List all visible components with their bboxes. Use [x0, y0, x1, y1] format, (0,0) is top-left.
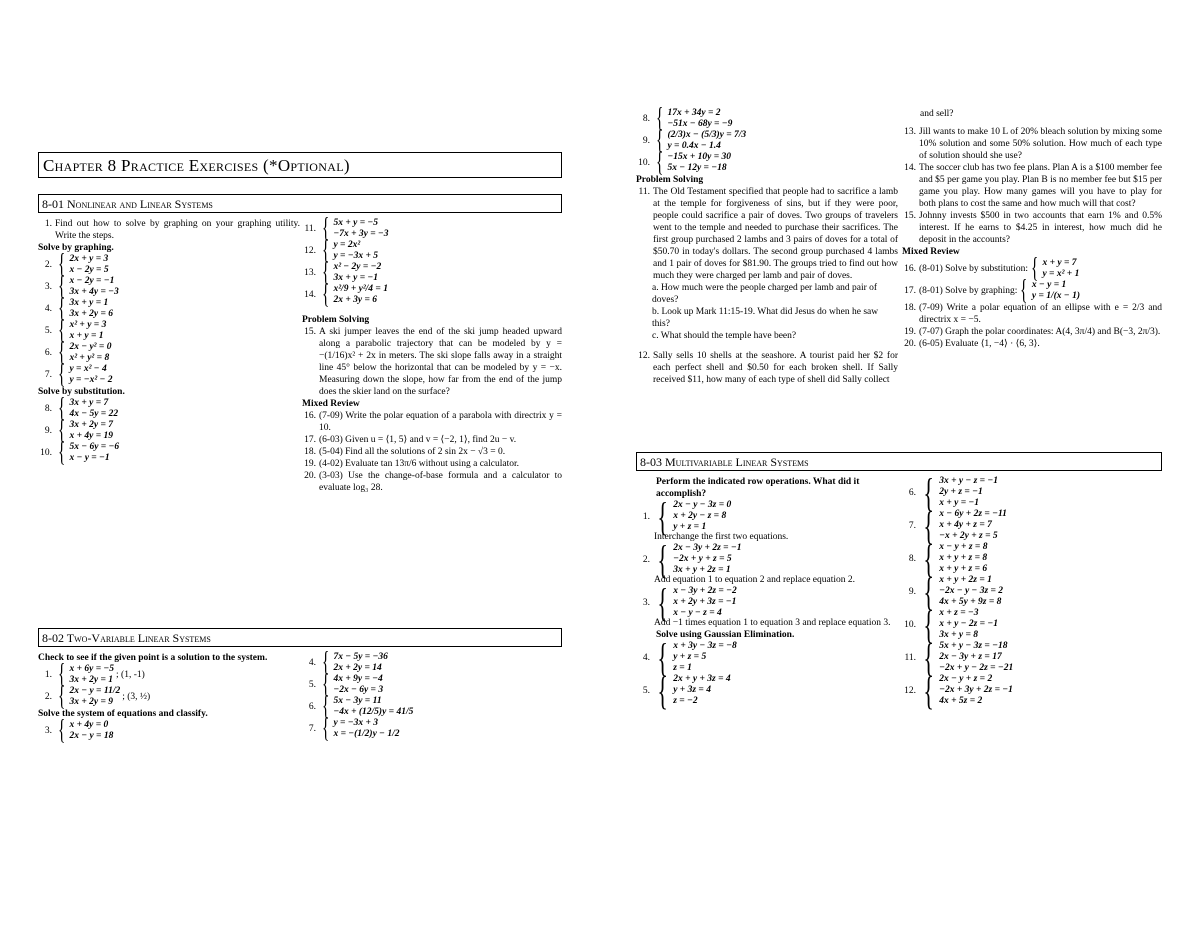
exercise-number: 3. — [44, 282, 52, 292]
equation: x + 2y + 3z = −1 — [673, 597, 737, 607]
equation: 2x + y = 3 — [69, 254, 109, 264]
equation: 3x + 2y = 9 — [69, 697, 113, 707]
brace-icon: { — [322, 647, 330, 678]
equation-system — [667, 108, 732, 130]
brace-icon: { — [58, 359, 66, 390]
equation-system — [333, 262, 381, 284]
equation: 3x + y + 2z = 1 — [673, 565, 731, 575]
equation-system — [673, 500, 731, 533]
equation: −7x + 3y = −3 — [333, 229, 389, 239]
equation-system — [69, 420, 113, 442]
equation: x − y + z = 8 — [939, 542, 988, 552]
section-title-8-02: 8-02 Two-Variable Linear Systems — [38, 628, 562, 647]
subsection-heading: Solve the system of equations and classify. — [38, 709, 208, 719]
equation: 2x − y − 3z = 0 — [673, 500, 732, 510]
exercise-11 — [302, 213, 562, 244]
mixed-review — [302, 410, 562, 494]
subsection-heading: Solve using Gaussian Elimination. — [656, 630, 795, 640]
equation: x + 2y − z = 8 — [673, 511, 727, 521]
exercise-number: 5. — [642, 685, 650, 696]
equation: x + y + 2z = 1 — [939, 575, 992, 585]
exercise-5 — [302, 669, 562, 700]
right-page-right-column — [902, 108, 1162, 350]
equation: −2x + y − 2z = −21 — [939, 663, 1014, 673]
equation: x² + y = 3 — [69, 320, 107, 330]
equation: 5x + y − 3z = −18 — [939, 641, 1008, 651]
equation: 4x + 5z = 2 — [939, 696, 983, 706]
equation: x² − 2y = −2 — [333, 262, 382, 272]
equation-system — [69, 442, 119, 464]
equation: −2x + 3y + 2z = −1 — [939, 685, 1013, 695]
equation: x²/9 + y²/4 = 1 — [333, 284, 388, 294]
equation-system — [673, 543, 741, 576]
brace-icon: { — [656, 147, 664, 178]
brace-icon: { — [58, 293, 66, 324]
equation: 5x − 3y = 11 — [333, 696, 382, 706]
equation-system — [333, 284, 388, 306]
equation: 7x − 5y = −36 — [333, 652, 388, 662]
equation: 5x + y = −5 — [333, 218, 379, 228]
exercise-number: 11. — [904, 652, 916, 663]
equation: x − y = −1 — [69, 453, 110, 463]
exercise-number: 4. — [44, 304, 52, 314]
equation: y + z = 1 — [673, 522, 707, 532]
brace-icon: { — [322, 669, 330, 700]
equation: x + y − 2z = −1 — [939, 619, 998, 629]
equation: y = x² − 4 — [69, 364, 107, 374]
exercise-number: 4. — [642, 652, 650, 663]
exercise-number: 17. — [304, 435, 316, 445]
equation-system — [333, 718, 399, 740]
brace-icon: { — [657, 579, 668, 625]
brace-icon: { — [322, 213, 330, 244]
exercise-15: 15. A ski jumper leaves the end of the ski jump headed upward along a parabolic trajectory that can be modeled by y = −(1/16)x² + 2x in meters. The ski slope falls away in a straight line 45° below the horizontal that can be modeled by y = −x. Measuring down the slope, how far from the end of the jump does the skier land on the surface? — [304, 327, 562, 397]
equation-system — [69, 686, 120, 708]
exercise-number: 19. — [304, 459, 316, 469]
equation-system — [1032, 280, 1080, 302]
exercise-13: 13. Jill wants to make 10 L of 20% bleach solution by mixing some 10% solution and some 50% solution. How much of each type of solution should she use? — [904, 127, 1162, 161]
equation-system — [667, 152, 731, 174]
equation: y = 1/(x − 1) — [1031, 291, 1080, 301]
equation: 3x + y − z = −1 — [939, 476, 998, 486]
equation: x + y + z = 8 — [939, 553, 988, 563]
exercise-19: 19. (7-07) Graph the polar coordinates: A(4, 3π/4) and B(−3, 2π/3). — [904, 327, 1161, 337]
exercise-number: 9. — [44, 426, 52, 436]
exercise-6 — [38, 337, 300, 368]
section-8-02-right-column — [302, 647, 562, 744]
exercise-6 — [302, 691, 562, 722]
equation: 3x + y = −1 — [333, 273, 379, 283]
exercise-10 — [38, 437, 300, 468]
classify-exercises — [38, 715, 300, 746]
exercise-14 — [302, 279, 562, 310]
equation: x + y = 1 — [69, 331, 104, 341]
equation-system — [673, 674, 730, 707]
system-exercises — [636, 103, 898, 178]
equation: x + y + z = 6 — [939, 564, 988, 574]
exercise-number: 7. — [908, 520, 916, 531]
equation-system — [69, 364, 112, 386]
equation: x + 4y = 0 — [69, 720, 109, 730]
exercise-17 — [302, 434, 562, 446]
point: ; (1, -1) — [116, 670, 145, 680]
exercise-4 — [302, 647, 562, 678]
brace-icon: { — [657, 634, 668, 680]
exercise-text: (7-09) Write the polar equation of a parabola with directrix y = 10. — [319, 411, 562, 433]
brace-icon: { — [923, 568, 934, 614]
exercise-number: 7. — [308, 724, 316, 734]
equation: 2x − y = 11/2 — [69, 686, 121, 696]
exercise-number: 14. — [304, 290, 316, 300]
brace-icon: { — [657, 536, 668, 582]
equation: −2x − 6y = 3 — [333, 685, 384, 695]
equation: x + 4y = 19 — [69, 431, 113, 441]
brace-icon: { — [58, 437, 66, 468]
equation-system — [69, 342, 111, 364]
section-8-03-left-column — [636, 476, 898, 713]
brace-icon: { — [58, 715, 66, 746]
equation: 3x + 4y = −3 — [69, 287, 119, 297]
equation: 17x + 34y = 2 — [667, 108, 721, 118]
row-operation-instruction: Interchange the first two equations. — [654, 532, 789, 542]
exercise-8 — [636, 103, 898, 134]
equation-system — [333, 674, 383, 696]
exercise-number: 8. — [908, 553, 916, 564]
equation: y = 0.4x − 1.4 — [667, 141, 721, 151]
exercise-number: 1. — [642, 511, 650, 522]
equation: y + z = 5 — [673, 652, 707, 662]
equation-system — [939, 509, 1007, 542]
row-operation-instruction: Add equation 1 to equation 2 and replace equation 2. — [654, 575, 856, 585]
section-8-02-left-column — [38, 652, 300, 746]
equation: −4x + (12/5)y = 41/5 — [333, 707, 414, 717]
exercise-16: 16. (8-01) Solve by substitution: { x + y = 7 y = x² + 1 — [904, 253, 1080, 284]
equation: y = x² + 1 — [1042, 269, 1080, 279]
exercise-number: 2. — [44, 692, 52, 702]
equation: 3x + 2y = 1 — [69, 675, 113, 685]
exercise-16 — [302, 410, 562, 434]
brace-icon: { — [923, 535, 934, 581]
equation: 3x + 2y = 6 — [69, 309, 113, 319]
equation: −x + 2y + z = 5 — [939, 531, 998, 541]
exercise-number: 10. — [638, 158, 650, 168]
exercise-text: (5-04) Find all the solutions of 2 sin 2x − √3 = 0. — [319, 447, 506, 457]
equation: 3x + 2y = 7 — [69, 420, 113, 430]
equation-system — [667, 130, 746, 152]
equation: 3x + y = 7 — [69, 398, 109, 408]
exercise-number: 8. — [642, 114, 650, 124]
exercise-14: 14. The soccer club has two fee plans. Plan A is a $100 member fee and $5 per game you play. Plan B is no member fee but $15 per game you play. How many games will you have to play for both plans to cost the same and how much will that cost? — [904, 163, 1162, 209]
equation-system — [69, 398, 118, 420]
equation: 4x + 9y = −4 — [333, 674, 383, 684]
exercise-2 — [38, 681, 300, 712]
exercise-text: (3-03) Use the change-of-base formula and a calculator to evaluate log₃ 28. — [319, 471, 562, 493]
right-page-left-column — [636, 103, 898, 386]
equation-system — [939, 476, 998, 509]
equation-system — [673, 641, 737, 674]
equation-system — [333, 696, 413, 718]
exercise-5 — [38, 315, 300, 346]
equation: (2/3)x − (5/3)y = 7/3 — [667, 130, 747, 140]
exercise-10 — [636, 147, 898, 178]
equation: x² + y² = 8 — [69, 353, 110, 363]
exercise-number: 9. — [642, 136, 650, 146]
brace-icon: { — [58, 415, 66, 446]
exercise-11c: c. What should the temple have been? — [652, 331, 797, 341]
equation-system — [673, 586, 737, 619]
exercise-8 — [38, 393, 300, 424]
exercise-20: 20. (6-05) Evaluate ⟨1, −4⟩ · ⟨6, 3⟩. — [904, 339, 1040, 349]
brace-icon: { — [656, 103, 664, 134]
equation: 5x − 12y = −18 — [667, 163, 727, 173]
exercise-number: 20. — [304, 471, 316, 481]
point: ; (3, ½) — [122, 692, 151, 702]
brace-icon: { — [322, 713, 330, 744]
exercise-number: 3. — [642, 597, 650, 608]
section-8-01-left-column — [38, 218, 300, 468]
exercise-1 — [38, 659, 300, 690]
equation-system — [939, 674, 1013, 707]
classify-exercises-right — [302, 647, 562, 744]
equation: x + 6y = −5 — [69, 664, 115, 674]
exercise-11b: b. Look up Mark 11:15-19. What did Jesus do when he saw this? — [652, 307, 879, 329]
exercise-number: 10. — [904, 619, 916, 630]
exercise-13 — [302, 257, 562, 288]
row-operation-instruction: Add −1 times equation 1 to equation 3 and replace equation 3. — [654, 618, 891, 628]
graph-exercises — [38, 249, 300, 390]
equation: y = −3x + 5 — [333, 251, 379, 261]
exercise-4 — [38, 293, 300, 324]
exercise-number: 6. — [908, 487, 916, 498]
exercise-20 — [302, 470, 562, 494]
equation-system — [69, 664, 114, 686]
equation: 3x + y = 8 — [939, 630, 978, 640]
exercise-18: 18. (7-09) Write a polar equation of an ellipse with e = 2/3 and directrix x = −5. — [904, 303, 1162, 325]
exercise-number: 4. — [308, 658, 316, 668]
exercise-number: 2. — [44, 260, 52, 270]
subsection-heading: Check to see if the given point is a solution to the system. — [38, 653, 268, 663]
equation: 2x + 2y = 14 — [333, 663, 382, 673]
exercise-number: 10. — [40, 448, 52, 458]
exercise-12: 12. Sally sells 10 shells at the seashore. A tourist paid her $2 for each perfect shell and $0.50 for each broken shell. If Sally received $11, how many of each type of shell did Sally collect — [638, 351, 898, 385]
equation: z = 1 — [673, 663, 692, 673]
check-exercises — [38, 659, 300, 712]
brace-icon: { — [58, 659, 66, 690]
exercise-7 — [38, 359, 300, 390]
equation-system — [333, 218, 388, 240]
equation: 2x − 3y + z = 17 — [939, 652, 1002, 662]
exercise-number: 16. — [304, 411, 316, 421]
exercise-text: (4-02) Evaluate tan 13π/6 without using a calculator. — [319, 459, 520, 469]
equation-system — [69, 276, 118, 298]
brace-icon: { — [322, 691, 330, 722]
subsection-heading: Solve by graphing. — [38, 243, 114, 253]
section-8-03-right-column — [902, 469, 1162, 713]
exercise-number: 9. — [908, 586, 916, 597]
equation: 3x + y = 1 — [69, 298, 109, 308]
brace-icon: { — [58, 271, 66, 302]
section-8-01-right-column — [302, 213, 562, 494]
equation-system — [69, 720, 113, 742]
exercise-19 — [302, 458, 562, 470]
equation-system — [69, 320, 106, 342]
equation: x − 2y = −1 — [69, 276, 115, 286]
exercise-number: 7. — [44, 370, 52, 380]
equation: x − 6y + 2z = −11 — [939, 509, 1007, 519]
subsection-heading: Perform the indicated row operations. What did it accomplish? — [656, 477, 860, 499]
exercise-number: 2. — [642, 554, 650, 565]
brace-icon: { — [923, 667, 934, 713]
exercise-number: 13. — [304, 268, 316, 278]
equation: −15x + 10y = 30 — [667, 152, 732, 162]
equation: 4x − 5y = 22 — [69, 409, 119, 419]
exercise-7 — [302, 713, 562, 744]
exercise-11a: a. How much were the people charged per lamb and pair of doves? — [652, 283, 878, 305]
equation: z = −2 — [673, 696, 698, 706]
chapter-title: Chapter 8 Practice Exercises (*Optional) — [38, 152, 562, 178]
brace-icon: { — [58, 337, 66, 368]
exercise-9 — [636, 125, 898, 156]
equation-system — [1042, 258, 1079, 280]
brace-icon: { — [657, 493, 668, 539]
brace-icon: { — [322, 235, 330, 266]
section-title-8-03: 8-03 Multivariable Linear Systems — [636, 452, 1162, 471]
equation: −2x + y + z = 5 — [673, 554, 732, 564]
equation: x − y − z = 4 — [673, 608, 722, 618]
brace-icon: { — [322, 257, 330, 288]
subsection-heading: Solve by substitution. — [38, 387, 125, 397]
brace-icon: { — [58, 393, 66, 424]
equation-system — [939, 542, 987, 575]
equation: 5x − 6y = −6 — [69, 442, 120, 452]
equation: 2x + y + 3z = 4 — [673, 674, 731, 684]
section-title-8-01: 8-01 Nonlinear and Linear Systems — [38, 194, 562, 213]
brace-icon: { — [58, 315, 66, 346]
exercise-2 — [38, 249, 300, 280]
equation: x + y = 7 — [1042, 258, 1077, 268]
brace-icon: { — [657, 667, 668, 713]
exercise-number: 6. — [44, 348, 52, 358]
exercise-3 — [38, 271, 300, 302]
brace-icon: { — [923, 634, 934, 680]
equation: y = −x² − 2 — [69, 375, 113, 385]
equation: x − y = 1 — [1031, 280, 1067, 290]
equation: 2x − 3y + 2z = −1 — [673, 543, 742, 553]
equation: 2x − y + z = 2 — [939, 674, 993, 684]
substitution-exercises — [38, 393, 300, 468]
equation-system — [333, 652, 387, 674]
exercise-text: (6-03) Given u = ⟨1, 5⟩ and v = ⟨−2, 1⟩, find 2u − v. — [319, 435, 517, 445]
equation-system — [939, 641, 1013, 674]
equation: x = −(1/2)y − 1/2 — [333, 729, 400, 739]
subsection-heading: Problem Solving — [302, 315, 370, 325]
exercise-number: 5. — [44, 326, 52, 336]
brace-icon: { — [656, 125, 664, 156]
exercise-number: 18. — [304, 447, 316, 457]
equation: x − 2y = 5 — [69, 265, 109, 275]
exercise-number: 11. — [304, 224, 316, 234]
exercise-number: 3. — [44, 726, 52, 736]
equation-system — [939, 608, 998, 641]
subsection-heading: Mixed Review — [902, 247, 960, 257]
row-operation-exercises — [636, 493, 898, 629]
equation: 2x + 3y = 6 — [333, 295, 377, 305]
equation-system — [333, 240, 378, 262]
brace-icon: { — [923, 601, 934, 647]
exercise-1: 1. Find out how to solve by graphing on your graphing utility. Write the steps. — [44, 219, 300, 241]
equation: −2x − y − 3z = 2 — [939, 586, 1004, 596]
system-exercises — [302, 213, 562, 310]
exercise-number: 12. — [904, 685, 916, 696]
exercise-number: 5. — [308, 680, 316, 690]
equation: x + 3y − 3z = −8 — [673, 641, 737, 651]
exercise-number: 12. — [304, 246, 316, 256]
exercise-9 — [38, 415, 300, 446]
equation-system — [939, 575, 1003, 608]
brace-icon: { — [923, 502, 934, 548]
brace-icon: { — [322, 279, 330, 310]
equation: x + 4y + z = 7 — [939, 520, 992, 530]
brace-icon: { — [58, 681, 66, 712]
equation-system — [69, 298, 113, 320]
exercise-12-continued: and sell? — [920, 109, 954, 119]
equation: x + y = −1 — [939, 498, 980, 508]
equation: −51x − 68y = −9 — [667, 119, 733, 129]
exercise-number: 6. — [308, 702, 316, 712]
exercise-3 — [38, 715, 300, 746]
exercise-12 — [302, 235, 562, 266]
gaussian-exercises-right — [902, 469, 1162, 713]
equation: x + z = −3 — [939, 608, 979, 618]
exercise-18 — [302, 446, 562, 458]
equation: y = −3x + 3 — [333, 718, 379, 728]
equation: 2x − y = 18 — [69, 731, 114, 741]
brace-icon: { — [923, 469, 934, 515]
equation: y + 3z = 4 — [673, 685, 711, 695]
equation: 2x − y² = 0 — [69, 342, 112, 352]
exercise-number: 1. — [44, 670, 52, 680]
brace-icon: { — [58, 249, 66, 280]
exercise-number: 8. — [44, 404, 52, 414]
equation: y = 2x² — [333, 240, 361, 250]
equation-system — [69, 254, 108, 276]
equation: 2y + z = −1 — [939, 487, 983, 497]
equation: x − 3y + 2z = −2 — [673, 586, 737, 596]
equation: 4x + 5y + 9z = 8 — [939, 597, 1002, 607]
exercise-15: 15. Johnny invests $500 in two accounts that earn 1% and 0.5% interest. If he earns to $4.25 in interest, how much did he deposit in the accounts? — [904, 211, 1162, 245]
subsection-heading: Mixed Review — [302, 399, 360, 409]
exercise-17: 17. (8-01) Solve by graphing: { x − y = 1 y = 1/(x − 1) — [904, 275, 1080, 306]
exercise-11: 11. The Old Testament specified that people had to sacrifice a lamb at the temple for forgiveness of sins, but if they were poor, people could sacrifice a pair of doves. Two groups of travelers went to the temple and needed to purchase their sacrifices. The first group purchased 2 lambs and 3 pairs of doves for a total of $50.70 in today's dollars. The second group purchased 4 lambs and 1 pair of doves for $81.90. The groups tried to find out how much they were charged per lamb and pair of doves. — [638, 187, 898, 281]
subsection-heading: Problem Solving — [636, 175, 704, 185]
